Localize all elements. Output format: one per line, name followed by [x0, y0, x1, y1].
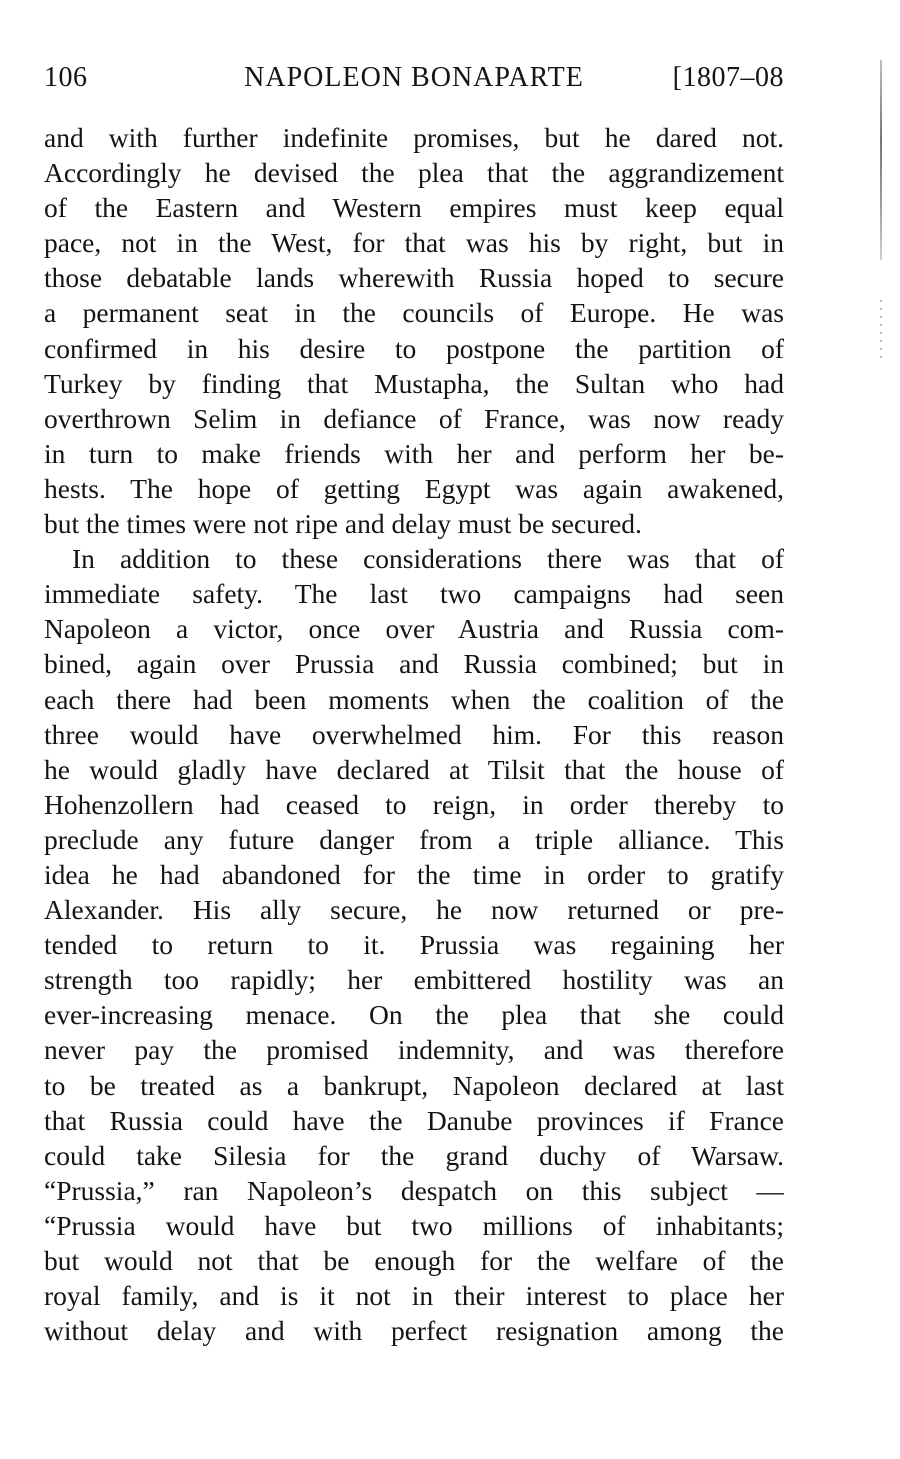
text-line: could take Silesia for the grand duchy of Warsaw.	[44, 1139, 784, 1171]
text-line: and with further indefinite promises, but he dared not.	[44, 122, 784, 153]
text-line: Turkey by finding that Mustapha, the Sultan who had	[44, 367, 784, 399]
text-line: that Russia could have the Danube provinces if France	[44, 1104, 784, 1136]
text-line: but would not that be enough for the welfare of the	[44, 1245, 784, 1276]
text-line: of the Eastern and Western empires must keep equal	[44, 192, 784, 224]
text-line: Accordingly he devised the plea that the aggrandizement	[44, 157, 784, 189]
text-line: overthrown Selim in defiance of France, was now ready	[44, 402, 784, 434]
text-line: never pay the promised indemnity, and was therefore	[44, 1034, 784, 1066]
text-line: but the times were not ripe and delay must be secured.	[44, 508, 642, 540]
text-line: royal family, and is it not in their interest to place her	[44, 1280, 784, 1312]
text-line: immediate safety. The last two campaigns had seen	[44, 578, 784, 610]
text-line: In addition to these considerations there was that of	[72, 543, 784, 575]
text-line: Napoleon a victor, once over Austria and Russia com-	[44, 613, 784, 645]
text-line: those debatable lands wherewith Russia hoped to secure	[44, 262, 784, 294]
scan-edge-dots	[880, 300, 882, 360]
body-text	[44, 120, 784, 1348]
scan-edge-shadow	[880, 0, 900, 380]
text-line: he would gladly have declared at Tilsit that the house of	[44, 753, 784, 785]
text-line: each there had been moments when the coalition of the	[44, 683, 784, 715]
text-line: preclude any future danger from a triple alliance. This	[44, 823, 784, 855]
text-line: “Prussia,” ran Napoleon’s despatch on this subject —	[44, 1174, 784, 1206]
header-years: [1807–08	[672, 62, 784, 93]
text-line: to be treated as a bankrupt, Napoleon declared at last	[44, 1069, 784, 1101]
text-line: Hohenzollern had ceased to reign, in order thereby to	[44, 788, 784, 820]
text-line: without delay and with perfect resignation among the	[44, 1315, 784, 1347]
scan-edge-bar	[880, 60, 882, 260]
text-line: hests. The hope of getting Egypt was again awakened,	[44, 472, 784, 504]
text-line: Alexander. His ally secure, he now returned or pre-	[44, 894, 784, 926]
text-line: in turn to make friends with her and perform her be-	[44, 437, 784, 469]
text-line: a permanent seat in the councils of Europe. He was	[44, 297, 784, 329]
text-line: bined, again over Prussia and Russia combined; but in	[44, 648, 784, 680]
running-title: NAPOLEON BONAPARTE	[244, 62, 584, 93]
page-number: 106	[44, 62, 88, 93]
text-line: ever-increasing menace. On the plea that she could	[44, 999, 784, 1031]
text-line: “Prussia would have but two millions of inhabitants;	[44, 1209, 784, 1241]
text-line: confirmed in his desire to postpone the partition of	[44, 332, 784, 364]
book-page	[44, 58, 784, 1348]
text-line: strength too rapidly; her embittered hostility was an	[44, 964, 784, 996]
text-line: pace, not in the West, for that was his by right, but in	[44, 227, 784, 259]
text-line: three would have overwhelmed him. For this reason	[44, 718, 784, 750]
text-line: idea he had abandoned for the time in order to gratify	[44, 858, 784, 890]
running-header	[44, 58, 784, 98]
text-line: tended to return to it. Prussia was regaining her	[44, 929, 784, 961]
